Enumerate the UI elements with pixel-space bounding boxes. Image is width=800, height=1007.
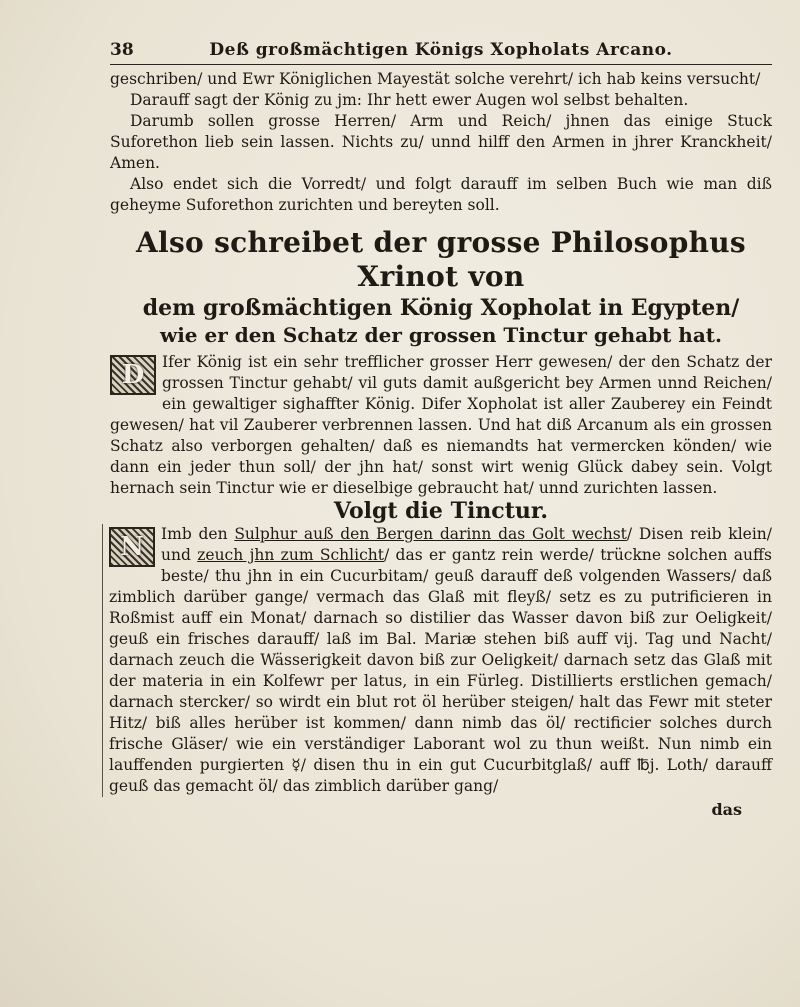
recipe-underlined-2: zeuch jhn zum Schlicht xyxy=(197,546,384,564)
recipe-block xyxy=(102,524,772,797)
chapter-title xyxy=(110,226,772,348)
paragraph-xopholat-text: Ifer König ist ein sehr trefflicher grosser Herr gewesen/ der den Schatz der grossen Tinctur gehabt/ vil guts damit außgericht bey Armen unnd Reichen/ ein gewaltiger sighaffter König. Difer Xopholat ist aller Zauberey ein Feindt gewesen/ hat vil Zauberer verbrennen lassen. Und hat diß Arcanum als ein grossen Schatz also verborgen gehalten/ daß es niemandts hat vermercken könden/ wie dann ein jeder thun soll/ der jhn hat/ sonst wirt wenig Glück dabey sein. Volgt hernach sein Tinctur wie er dieselbige gebraucht hat/ unnd zurichten lassen. xyxy=(110,353,772,497)
recipe-text-start: Imb den xyxy=(161,525,235,543)
page-header xyxy=(110,40,772,65)
decorated-initial-recipe: N xyxy=(109,527,155,567)
section-title: Volgt die Tinctur. xyxy=(333,498,549,524)
intro-line-1: geschriben/ und Ewr Königlichen Mayestät solche verehrt/ ich hab keins versucht/ xyxy=(110,70,761,88)
running-head: Deß großmächtigen Königs Xopholats Arcano. xyxy=(209,40,673,60)
recipe-text-mid: / Disen reib klein/ und xyxy=(161,525,772,564)
page-number: 38 xyxy=(110,40,134,60)
catch-word: das xyxy=(711,800,742,819)
recipe-paragraph xyxy=(109,524,772,797)
chapter-title-line-1: Also schreibet der grosse Philosophus Xrinot von xyxy=(136,226,746,293)
paragraph-xopholat xyxy=(110,352,772,499)
intro-line-4: Also endet sich die Vorredt/ und folgt darauff im selben Buch wie man diß geheyme Suforethon zurichten und bereyten soll. xyxy=(110,175,772,214)
intro-line-2: Darauff sagt der König zu jm: Ihr hett ewer Augen wol selbst behalten. xyxy=(130,91,689,109)
recipe-underlined-1: Sulphur auß den Bergen darinn das Golt wechst xyxy=(234,525,627,543)
chapter-title-line-2: dem großmächtigen König Xopholat in Egypten/ xyxy=(142,295,740,321)
recipe-text-rest: / das er gantz rein werde/ trückne solchen auffs beste/ thu jhn in ein Cucurbitam/ geuß darauff deß volgenden Wassers/ daß zimblich darüber gange/ vermach das Glaß mit fleyß/ setz es zu putrificieren in Roßmist auff ein Monat/ darnach so distilier das Wasser davon biß zur Oeligkeit/ geuß ein frisches darauff/ laß im Bal. Mariæ stehen biß auff vij. Tag und Nacht/ darnach zeuch die Wässerigkeit davon biß zur Oeligkeit/ darnach setz das Glaß mit der materia in ein Kolfewr per latus, in ein Fürleg. Distillierts erstlichen gemach/ darnach stercker/ so wirdt ein blut rot öl herüber steigen/ halt das Fewr mit steter Hitz/ biß alles herüber ist kommen/ dann nimb das öl/ rectificier solches durch frische Gläser/ wie ein verständiger Laborant wol zu thun weißt. Nun nimb ein lauffenden purgierten ☿/ disen thu in ein gut Cucurbitglaß/ auff ℔j. Loth/ darauff geuß das gemacht öl/ das zimblich darüber gang/ xyxy=(109,546,772,795)
intro-line-3: Darumb sollen grosse Herren/ Arm und Reich/ jhnen das einige Stuck Suforethon lieb sein lassen. Nichts zu/ unnd hilff den Armen in jhrer Kranckheit/ Amen. xyxy=(110,112,772,172)
chapter-title-line-3: wie er den Schatz der grossen Tinctur gehabt hat. xyxy=(159,323,722,347)
decorated-initial: D xyxy=(110,355,156,395)
page-text xyxy=(110,69,772,820)
